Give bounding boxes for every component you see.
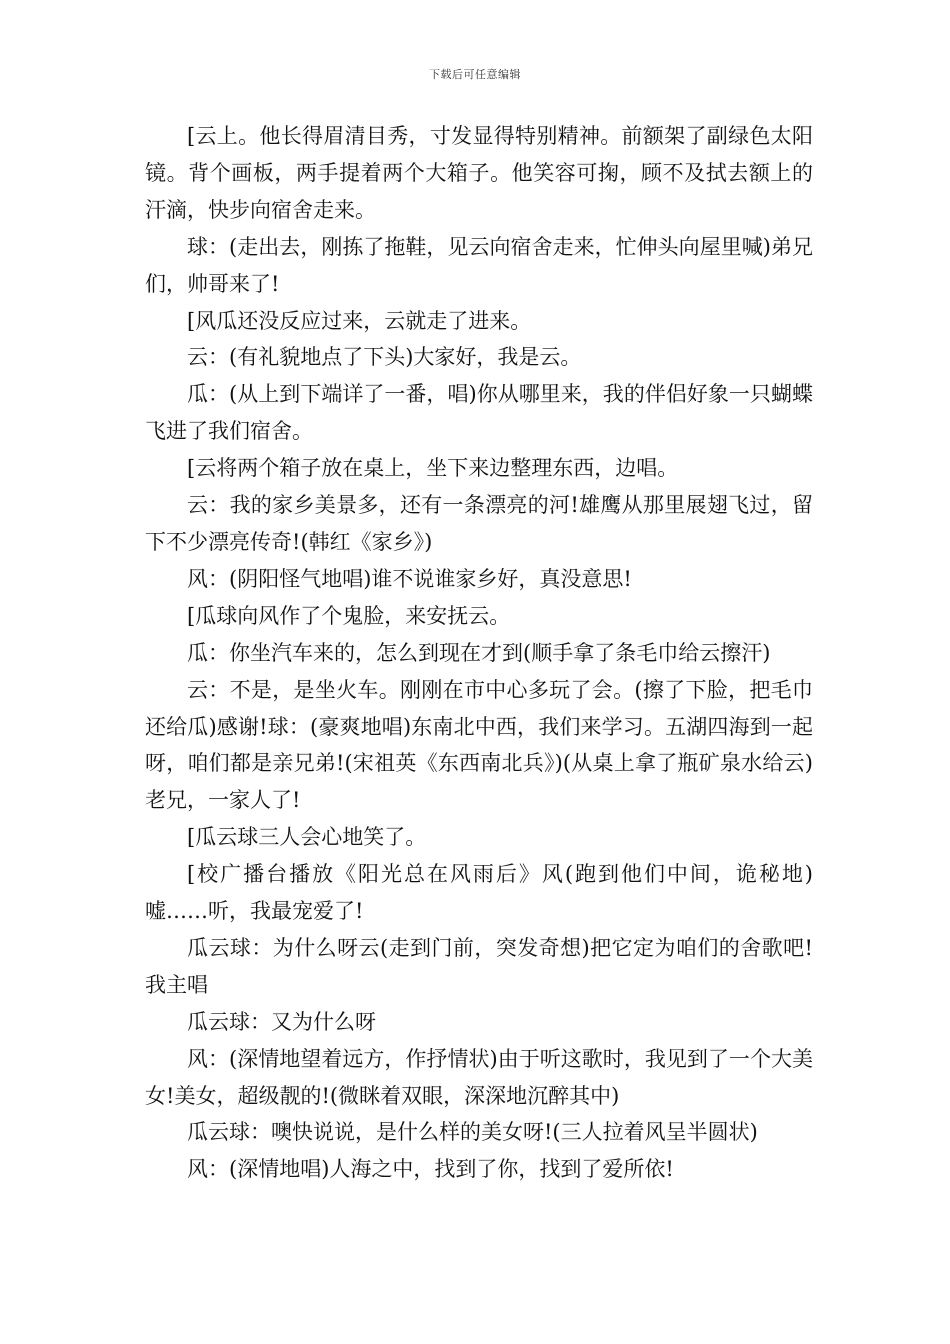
paragraph: [云将两个箱子放在桌上，坐下来边整理东西，边唱。 (187, 456, 679, 481)
paragraph: 瓜：你坐汽车来的，怎么到现在才到(顺手拿了条毛巾给云擦汗) (187, 640, 771, 665)
paragraph: 风：(阴阳怪气地唱)谁不说谁家乡好，真没意思! (187, 566, 632, 591)
paragraph: 瓜云球：又为什么呀 (187, 1009, 376, 1034)
script-body (145, 118, 813, 1188)
paragraph: 瓜云球：为什么呀云(走到门前，突发奇想)把它定为咱们的舍歌吧!我主唱 (145, 935, 813, 997)
paragraph: 瓜：(从上到下端详了一番，唱)你从哪里来，我的伴侣好象一只蝴蝶飞进了我们宿舍。 (145, 382, 813, 444)
paragraph: [云上。他长得眉清目秀，寸发显得特别精神。前额架了副绿色太阳镜。背个画板，两手提着两个大箱子。他笑容可掬，顾不及拭去额上的汗滴，快步向宿舍走来。 (145, 124, 813, 222)
paragraph: [瓜云球三人会心地笑了。 (187, 825, 427, 850)
paragraph: 云：(有礼貌地点了下头)大家好，我是云。 (187, 345, 582, 370)
paragraph: 云：不是，是坐火车。刚刚在市中心多玩了会。(擦了下脸，把毛巾还给瓜)感谢!球：(豪爽地唱)东南北中西，我们来学习。五湖四海到一起呀，咱们都是亲兄弟!(宋祖英《东西南北兵》)(从桌上拿了瓶矿泉水给云)老兄，一家人了! (145, 677, 813, 813)
paragraph: [瓜球向风作了个鬼脸，来安抚云。 (187, 603, 511, 628)
paragraph: 风：(深情地望着远方，作抒情状)由于听这歌时，我见到了一个大美女!美女，超级靓的!(微眯着双眼，深深地沉醉其中) (145, 1046, 813, 1108)
page-header: 下载后可任意编辑 (429, 68, 521, 81)
paragraph: [风瓜还没反应过来，云就走了进来。 (187, 308, 532, 333)
paragraph: 瓜云球：噢快说说，是什么样的美女呀!(三人拉着风呈半圆状) (187, 1120, 758, 1145)
paragraph: 云：我的家乡美景多，还有一条漂亮的河!雄鹰从那里展翅飞过，留下不少漂亮传奇!(韩红《家乡》) (145, 493, 813, 554)
paragraph: 风：(深情地唱)人海之中，找到了你，找到了爱所依! (187, 1157, 674, 1182)
paragraph: 球：(走出去，刚拣了拖鞋，见云向宿舍走来，忙伸头向屋里喊)弟兄们，帅哥来了! (145, 234, 813, 296)
paragraph: [校广播台播放《阳光总在风雨后》风(跑到他们中间，诡秘地)嘘……听，我最宠爱了! (145, 862, 813, 924)
